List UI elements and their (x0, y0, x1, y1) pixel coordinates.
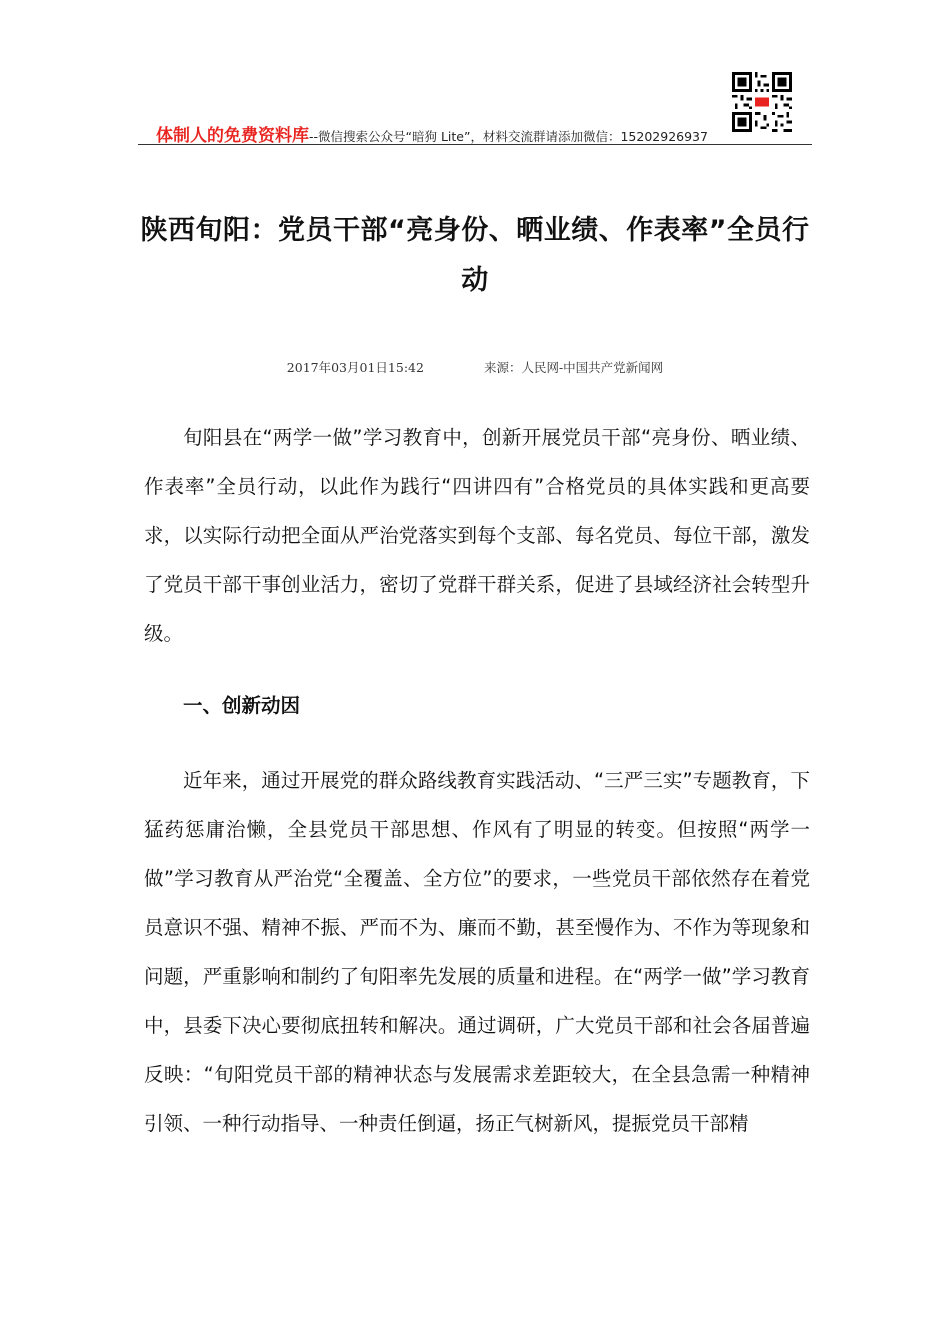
body-paragraph: 近年来，通过开展党的群众路线教育实践活动、“三严三实”专题教育，下猛药惩庸治懒，全县党员干部思想、作风有了明显的转变。但按照“两学一做”学习教育从严治党“全覆盖、全方位”的要求，一些党员干部依然存在着党员意识不强、精神不振、严而不为、廉而不勤，甚至慢作为、不作为等现象和问题，严重影响和制约了旬阳率先发展的质量和进程。在“两学一做”学习教育中，县委下决心要彻底扭转和解决。通过调研，广大党员干部和社会各届普遍反映：“旬阳党员干部的精神状态与发展需求差距较大，在全县急需一种精神引领、一种行动指导、一种责任倒逼，扬正气树新风，提振党员干部精 (144, 769, 810, 1135)
article-title: 陕西旬阳：党员干部“亮身份、晒业绩、作表率”全员行动 (140, 215, 810, 296)
qr-code-icon (732, 72, 792, 132)
article-meta (0, 358, 950, 376)
publish-date: 2017年03月01日15:42 (286, 360, 424, 375)
article-source: 来源：人民网-中国共产党新闻网 (483, 360, 664, 375)
page-header (138, 70, 812, 146)
header-brand: 体制人的免费资料库 (156, 126, 309, 146)
header-tagline: --微信搜索公众号“暗狗 Lite”，材料交流群请添加微信：15202926937 (309, 129, 708, 144)
body-paragraph: 旬阳县在“两学一做”学习教育中，创新开展党员干部“亮身份、晒业绩、作表率”全员行动，以此作为践行“四讲四有”合格党员的具体实践和更高要求，以实际行动把全面从严治党落实到每个支部、每名党员、每位干部，激发了党员干部干事创业活力，密切了党群干群关系，促进了县域经济社会转型升级。 (144, 426, 810, 645)
header-divider (138, 144, 812, 145)
section-heading: 一、创新动因 (183, 694, 301, 717)
header-banner (156, 121, 708, 146)
